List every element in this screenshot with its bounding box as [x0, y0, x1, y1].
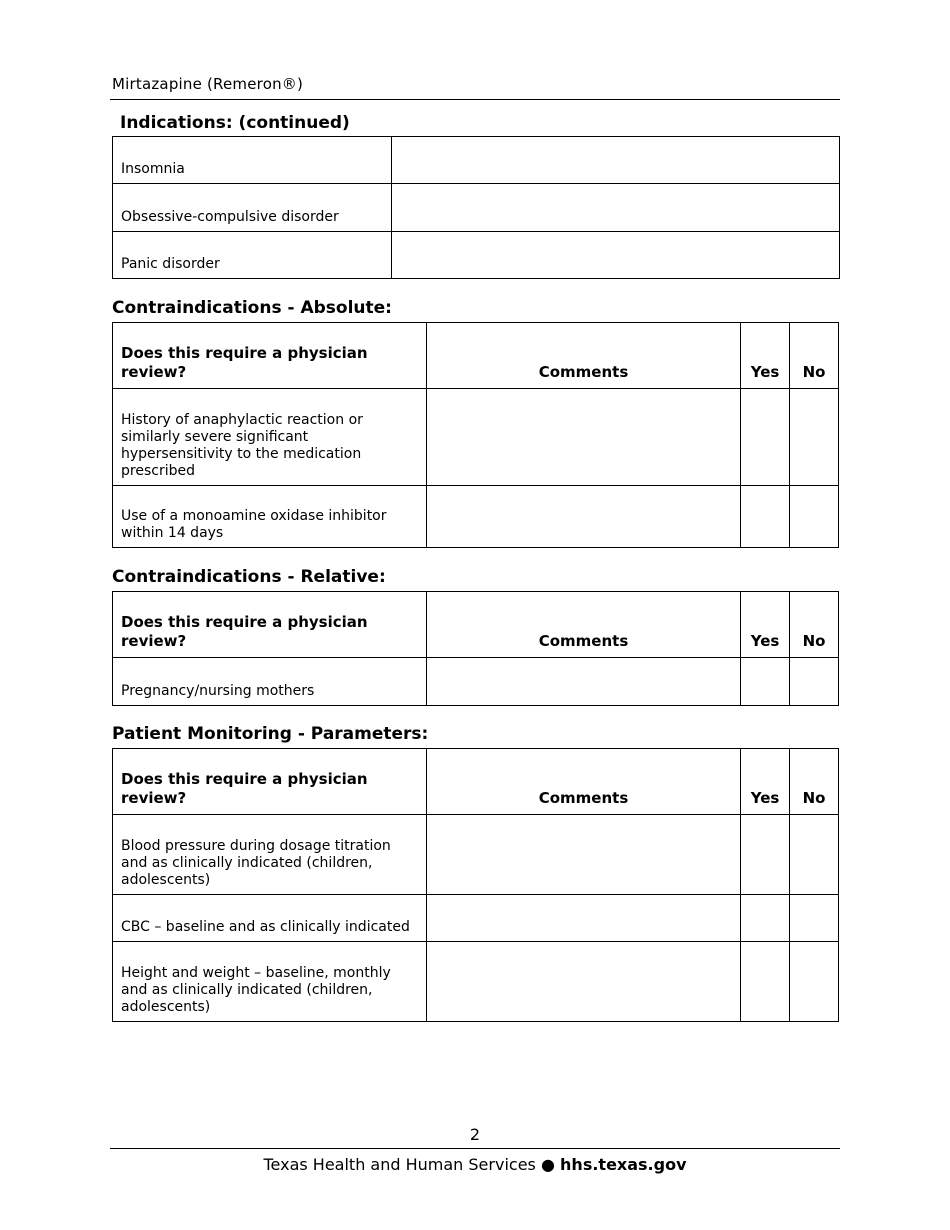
- column-header-comments: Comments: [427, 592, 741, 658]
- indication-entry-field[interactable]: [392, 137, 840, 184]
- indication-label: Obsessive-compulsive disorder: [113, 184, 392, 232]
- contraindications-absolute-table: [112, 322, 839, 548]
- table-row: [113, 942, 839, 1022]
- patient-monitoring-heading: Patient Monitoring - Parameters:: [112, 724, 429, 744]
- criterion-label: CBC – baseline and as clinically indicated: [113, 895, 427, 942]
- no-checkbox-cell[interactable]: [790, 389, 839, 486]
- comments-field[interactable]: [427, 389, 741, 486]
- indication-entry-field[interactable]: [392, 184, 840, 232]
- table-header-row: [113, 323, 839, 389]
- comments-field[interactable]: [427, 895, 741, 942]
- no-checkbox-cell[interactable]: [790, 658, 839, 706]
- no-checkbox-cell[interactable]: [790, 486, 839, 548]
- criterion-label: Blood pressure during dosage titration and as clinically indicated (children, adolescents): [113, 815, 427, 895]
- footer-divider: [110, 1148, 840, 1149]
- document-title: Mirtazapine (Remeron®): [112, 75, 304, 93]
- table-header-row: [113, 749, 839, 815]
- column-header-comments: Comments: [427, 323, 741, 389]
- contraindications-relative-heading: Contraindications - Relative:: [112, 567, 386, 587]
- yes-checkbox-cell[interactable]: [741, 942, 790, 1022]
- table-row: [113, 815, 839, 895]
- indications-heading: Indications: (continued): [120, 113, 350, 133]
- column-header-no: No: [790, 323, 839, 389]
- contraindications-absolute-heading: Contraindications - Absolute:: [112, 298, 392, 318]
- header-divider: [110, 99, 840, 100]
- criterion-label: Height and weight – baseline, monthly and as clinically indicated (children, adolescents): [113, 942, 427, 1022]
- column-header-comments: Comments: [427, 749, 741, 815]
- bullet-separator-icon: ●: [540, 1155, 555, 1174]
- comments-field[interactable]: [427, 486, 741, 548]
- page-number: 2: [469, 1125, 481, 1144]
- patient-monitoring-table: [112, 748, 839, 1022]
- table-row: [113, 232, 840, 279]
- criterion-label: History of anaphylactic reaction or similarly severe significant hypersensitivity to the medication prescribed: [113, 389, 427, 486]
- yes-checkbox-cell[interactable]: [741, 815, 790, 895]
- indication-label: Insomnia: [113, 137, 392, 184]
- comments-field[interactable]: [427, 942, 741, 1022]
- table-row: [113, 895, 839, 942]
- footer: [0, 1155, 950, 1174]
- no-checkbox-cell[interactable]: [790, 942, 839, 1022]
- table-row: [113, 389, 839, 486]
- criterion-label: Use of a monoamine oxidase inhibitor within 14 days: [113, 486, 427, 548]
- yes-checkbox-cell[interactable]: [741, 658, 790, 706]
- table-row: [113, 137, 840, 184]
- indications-table: [112, 136, 840, 279]
- indication-label: Panic disorder: [113, 232, 392, 279]
- footer-organization: Texas Health and Human Services: [263, 1155, 536, 1174]
- table-header-row: [113, 592, 839, 658]
- table-row: [113, 486, 839, 548]
- comments-field[interactable]: [427, 815, 741, 895]
- yes-checkbox-cell[interactable]: [741, 389, 790, 486]
- contraindications-relative-table: [112, 591, 839, 706]
- footer-website-link[interactable]: hhs.texas.gov: [560, 1155, 687, 1174]
- column-header-yes: Yes: [741, 323, 790, 389]
- column-header-yes: Yes: [741, 592, 790, 658]
- column-header-no: No: [790, 749, 839, 815]
- yes-checkbox-cell[interactable]: [741, 895, 790, 942]
- no-checkbox-cell[interactable]: [790, 895, 839, 942]
- column-header-no: No: [790, 592, 839, 658]
- indication-entry-field[interactable]: [392, 232, 840, 279]
- criterion-label: Pregnancy/nursing mothers: [113, 658, 427, 706]
- column-header-question: Does this require a physician review?: [113, 323, 427, 389]
- table-row: [113, 658, 839, 706]
- comments-field[interactable]: [427, 658, 741, 706]
- table-row: [113, 184, 840, 232]
- column-header-question: Does this require a physician review?: [113, 592, 427, 658]
- column-header-yes: Yes: [741, 749, 790, 815]
- no-checkbox-cell[interactable]: [790, 815, 839, 895]
- yes-checkbox-cell[interactable]: [741, 486, 790, 548]
- column-header-question: Does this require a physician review?: [113, 749, 427, 815]
